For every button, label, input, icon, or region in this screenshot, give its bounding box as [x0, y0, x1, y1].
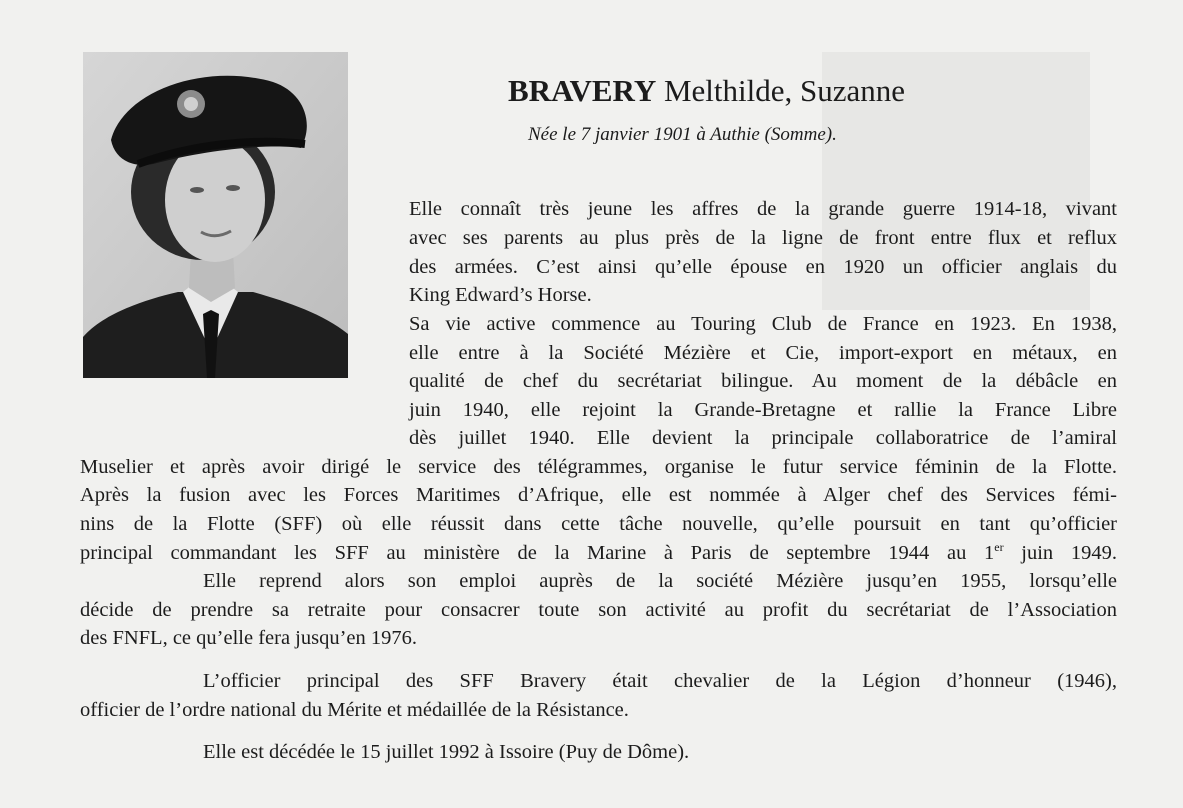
portrait-photo: [83, 52, 348, 378]
text-line: [80, 539, 1117, 568]
text-line: Sa vie active commence au Touring Club de France en 1923. En 1938,: [409, 313, 1117, 335]
text-line: King Edward’s Horse.: [409, 284, 592, 306]
given-names: Melthilde, Suzanne: [663, 73, 906, 108]
text-line: Elle connaît très jeune les affres de la grande guerre 1914-18, vivant: [409, 198, 1117, 220]
superscript: er: [994, 540, 1004, 554]
portrait-photo-icon: [83, 52, 348, 378]
text-line: juin 1940, elle rejoint la Grande-Bretagne et rallie la France Libre: [409, 399, 1117, 421]
text-line: Elle est décédée le 15 juillet 1992 à Issoire (Puy de Dôme).: [203, 741, 690, 763]
text-line: avec ses parents au plus près de la ligne de front entre flux et reflux: [409, 227, 1117, 249]
text-line: des armées. C’est ainsi qu’elle épouse en 1920 un officier anglais du: [409, 256, 1117, 278]
page-title: [508, 74, 1008, 108]
text-line: L’officier principal des SFF Bravery était chevalier de la Légion d’honneur (1946),: [203, 670, 1117, 692]
surname: BRAVERY: [508, 73, 657, 108]
text-line: qualité de chef du secrétariat bilingue. Au moment de la débâcle en: [409, 370, 1117, 392]
text-line: officier de l’ordre national du Mérite et médaillée de la Résistance.: [80, 699, 629, 721]
text-line: Elle reprend alors son emploi auprès de la société Mézière jusqu’en 1955, lorsqu’elle: [203, 570, 1117, 592]
text-line: décide de prendre sa retraite pour consacrer toute son activité au profit du secrétariat de l’Association: [80, 599, 1117, 621]
text-line: elle entre à la Société Mézière et Cie, import-export en métaux, en: [409, 342, 1117, 364]
text-line-part: principal commandant les SFF au ministère de la Marine à Paris de septembre 1944 au 1: [80, 542, 995, 564]
birth-line: Née le 7 janvier 1901 à Authie (Somme).: [528, 124, 837, 145]
text-line: nins de la Flotte (SFF) où elle réussit dans cette tâche nouvelle, qu’elle poursuit en tant qu’officier: [80, 513, 1117, 535]
text-line: Après la fusion avec les Forces Maritimes d’Afrique, elle est nommée à Alger chef des Services fémi-: [80, 484, 1117, 506]
text-line: des FNFL, ce qu’elle fera jusqu’en 1976.: [80, 627, 418, 649]
text-line: dès juillet 1940. Elle devient la principale collaboratrice de l’amiral: [409, 427, 1117, 449]
text-line: Muselier et après avoir dirigé le service des télégrammes, organise le futur service féminin de la Flotte.: [80, 456, 1117, 478]
text-line-part: juin 1949.: [1003, 542, 1117, 564]
